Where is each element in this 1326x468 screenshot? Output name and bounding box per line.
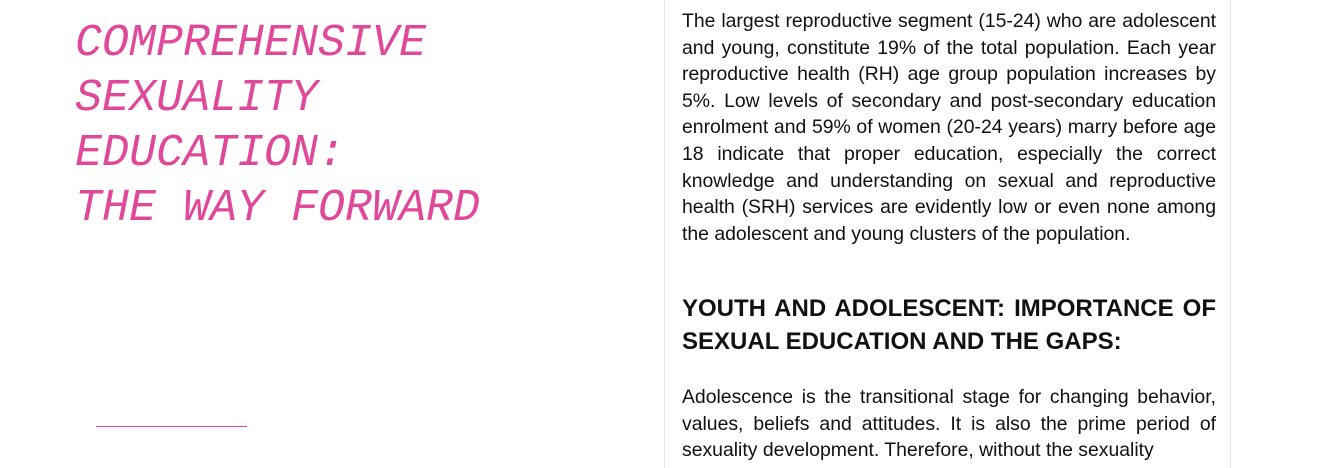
title-panel xyxy=(0,0,664,450)
intro-paragraph: The largest reproductive segment (15-24) who are adolescent and young, constitute 19% of the total population. Each year reproductive health (RH) age group population increases by 5%. Low levels of secondary and post-secondary education enrolment and 59% of women (20-24 years) marry before age 18 indicate that proper education, especially the correct knowledge and understanding on sexual and reproductive health (SRH) services are evidently low or even none among the adolescent and young clusters of the population. xyxy=(682,10,1216,245)
document-title xyxy=(75,16,480,236)
content-column xyxy=(664,0,1231,468)
title-line: SEXUALITY xyxy=(75,73,319,124)
accent-divider xyxy=(96,426,247,427)
title-line: EDUCATION: xyxy=(75,128,346,179)
body-paragraph: Adolescence is the transitional stage for changing behavior, values, beliefs and attitudes. It is also the prime period of sexuality development. Therefore, without the sexuality xyxy=(682,386,1216,462)
section-heading: YOUTH AND ADOLESCENT: IMPORTANCE OF SEXUAL EDUCATION AND THE GAPS: xyxy=(682,295,1216,355)
title-line: THE WAY FORWARD xyxy=(75,183,481,234)
title-line: COMPREHENSIVE xyxy=(75,18,427,69)
